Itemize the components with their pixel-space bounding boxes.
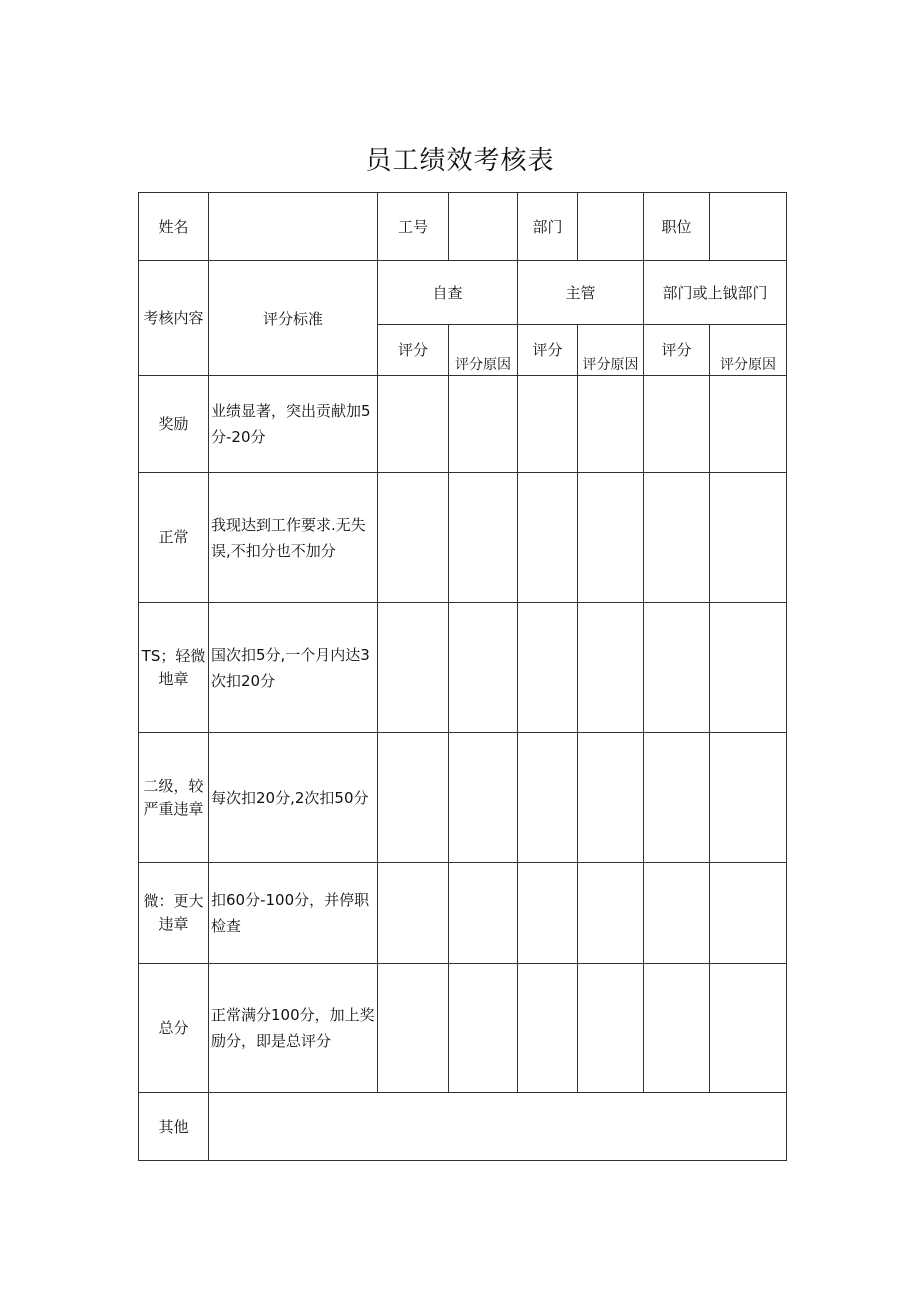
- row-criteria: 国次扣5分,一个月内达3次扣20分: [209, 603, 378, 733]
- score-cell[interactable]: [518, 473, 578, 603]
- name-label: 姓名: [139, 193, 209, 261]
- reason-cell[interactable]: [710, 473, 787, 603]
- score-cell[interactable]: [378, 473, 449, 603]
- page-title: 员工绩效考核表: [365, 146, 555, 176]
- name-field[interactable]: [209, 193, 378, 261]
- position-label: 职位: [644, 193, 710, 261]
- score-cell[interactable]: [644, 473, 710, 603]
- supervisor-reason-header: 评分原因: [578, 325, 644, 376]
- criteria-column-header: 评分标准: [209, 261, 378, 376]
- score-cell[interactable]: [378, 733, 449, 863]
- supervisor-score-header: 评分: [518, 325, 578, 376]
- reason-cell[interactable]: [449, 473, 518, 603]
- reason-cell[interactable]: [449, 964, 518, 1093]
- self-check-header: 自查: [378, 261, 518, 325]
- row-criteria: 我现达到工作要求.无失误,不扣分也不加分: [209, 473, 378, 603]
- reason-cell[interactable]: [449, 376, 518, 473]
- score-cell[interactable]: [518, 603, 578, 733]
- row-item: 正常: [139, 473, 209, 603]
- reason-cell[interactable]: [578, 733, 644, 863]
- row-item: TS；轻微地章: [139, 603, 209, 733]
- self-score-header: 评分: [378, 325, 449, 376]
- score-cell[interactable]: [518, 376, 578, 473]
- score-cell[interactable]: [518, 863, 578, 964]
- reason-cell[interactable]: [710, 733, 787, 863]
- reason-cell[interactable]: [449, 733, 518, 863]
- other-label: 其他: [139, 1093, 209, 1161]
- score-cell[interactable]: [644, 964, 710, 1093]
- row-criteria: 每次扣20分,2次扣50分: [209, 733, 378, 863]
- table-row: [139, 733, 787, 863]
- score-cell[interactable]: [378, 603, 449, 733]
- row-item: 二级，较严重违章: [139, 733, 209, 863]
- reason-cell[interactable]: [578, 473, 644, 603]
- department-reason-header: 评分原因: [710, 325, 787, 376]
- department-review-header: 部门或上钺部门: [644, 261, 787, 325]
- row-criteria: 正常满分100分，加上奖励分，即是总评分: [209, 964, 378, 1093]
- score-cell[interactable]: [518, 733, 578, 863]
- score-cell[interactable]: [644, 733, 710, 863]
- score-cell[interactable]: [644, 603, 710, 733]
- header-row: [139, 193, 787, 261]
- score-cell[interactable]: [378, 964, 449, 1093]
- reason-cell[interactable]: [710, 863, 787, 964]
- other-row: [139, 1093, 787, 1161]
- reason-cell[interactable]: [710, 964, 787, 1093]
- other-field[interactable]: [209, 1093, 787, 1161]
- table-row: [139, 376, 787, 473]
- department-field[interactable]: [578, 193, 644, 261]
- score-cell[interactable]: [644, 863, 710, 964]
- department-score-header: 评分: [644, 325, 710, 376]
- row-criteria: 扣60分-100分，并停职检查: [209, 863, 378, 964]
- reason-cell[interactable]: [710, 603, 787, 733]
- reason-cell[interactable]: [710, 376, 787, 473]
- employee-id-field[interactable]: [449, 193, 518, 261]
- self-reason-header: 评分原因: [449, 325, 518, 376]
- score-cell[interactable]: [644, 376, 710, 473]
- position-field[interactable]: [710, 193, 787, 261]
- row-item: 总分: [139, 964, 209, 1093]
- department-label: 部门: [518, 193, 578, 261]
- row-item: 微：更大违章: [139, 863, 209, 964]
- reason-cell[interactable]: [449, 863, 518, 964]
- reason-cell[interactable]: [578, 603, 644, 733]
- column-group-row: [139, 261, 787, 325]
- table-row: [139, 863, 787, 964]
- table-row: [139, 473, 787, 603]
- reason-cell[interactable]: [578, 376, 644, 473]
- supervisor-header: 主管: [518, 261, 644, 325]
- employee-id-label: 工号: [378, 193, 449, 261]
- reason-cell[interactable]: [578, 964, 644, 1093]
- score-cell[interactable]: [378, 863, 449, 964]
- reason-cell[interactable]: [449, 603, 518, 733]
- row-item: 奖励: [139, 376, 209, 473]
- evaluation-table: [138, 192, 787, 1161]
- table-row: [139, 964, 787, 1093]
- score-cell[interactable]: [518, 964, 578, 1093]
- reason-cell[interactable]: [578, 863, 644, 964]
- item-column-header: 考核内容: [139, 261, 209, 376]
- table-row: [139, 603, 787, 733]
- row-criteria: 业绩显著，突出贡献加5分-20分: [209, 376, 378, 473]
- score-cell[interactable]: [378, 376, 449, 473]
